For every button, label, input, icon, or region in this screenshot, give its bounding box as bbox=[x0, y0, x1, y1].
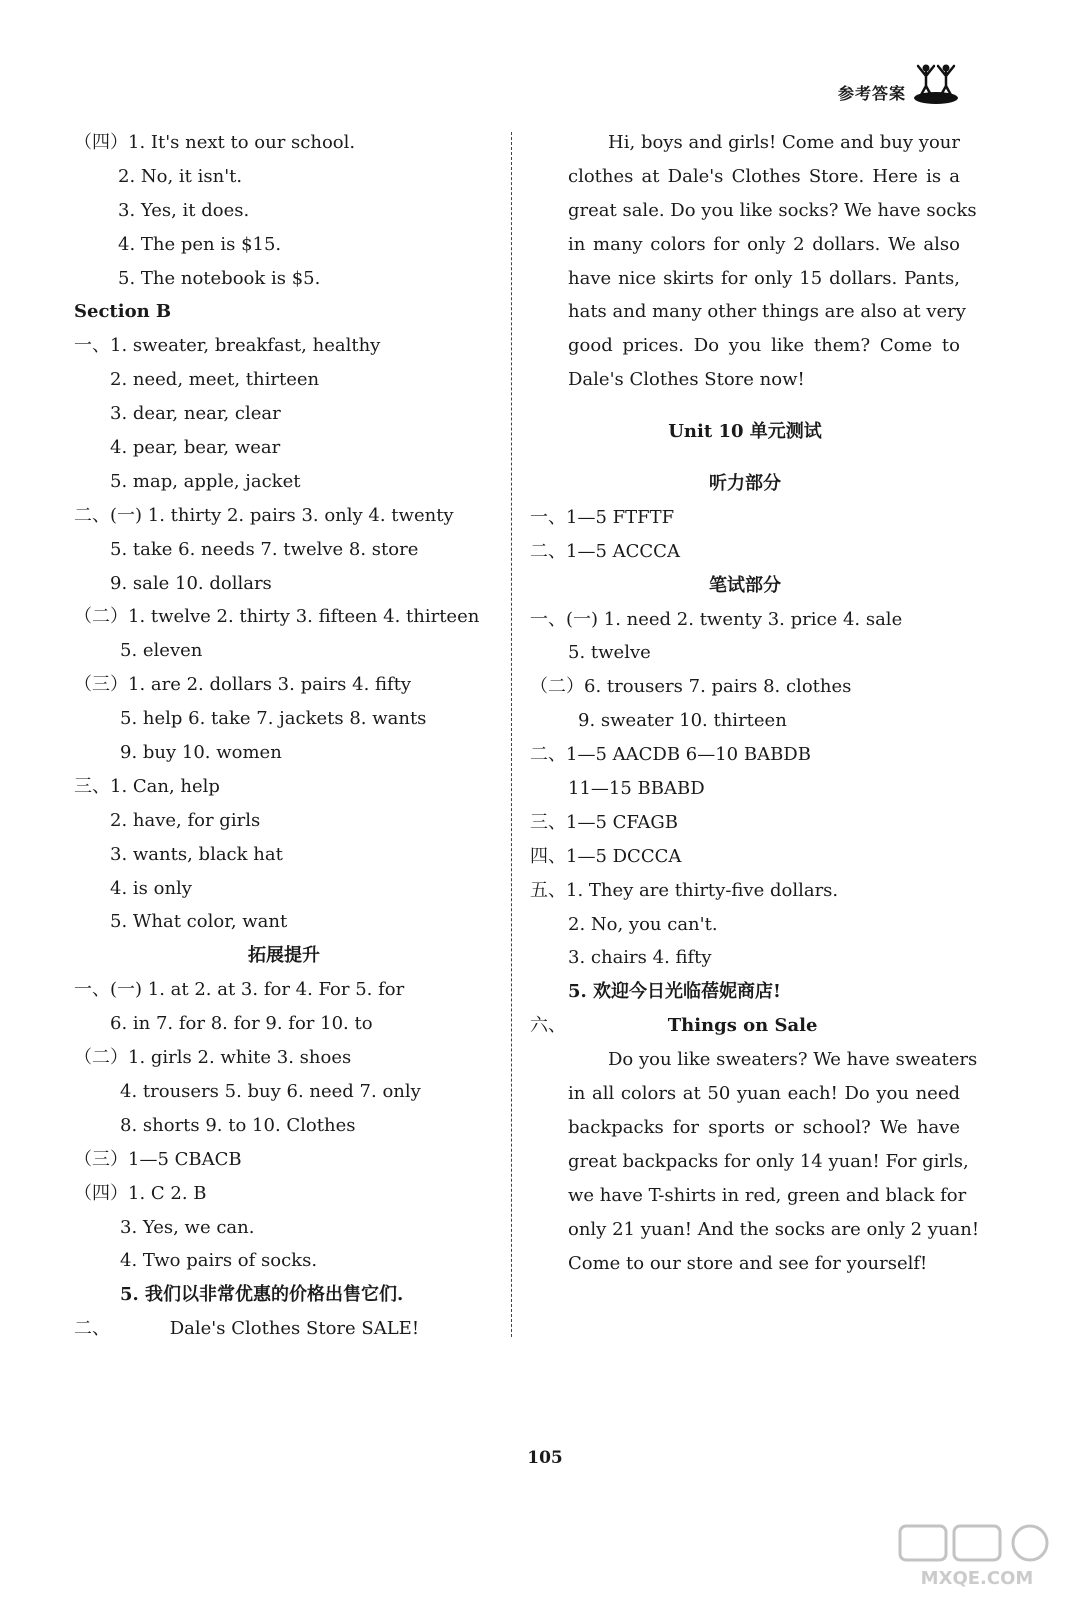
answer-line: 5. eleven bbox=[120, 640, 203, 662]
passage-line: only 21 yuan! And the socks are only 2 yuan! bbox=[568, 1218, 980, 1240]
answer-line: 2. have, for girls bbox=[110, 809, 261, 831]
answer-line: （二）1. girls 2. white 3. shoes bbox=[74, 1047, 352, 1069]
answer-line: 一、1. sweater, breakfast, healthy bbox=[74, 335, 381, 357]
passage-line: Do you like sweaters? We have sweaters bbox=[608, 1049, 978, 1071]
answer-line: （二）1. twelve 2. thirty 3. fifteen 4. thirteen bbox=[74, 606, 480, 628]
column-divider bbox=[511, 132, 512, 1337]
answer-line: 2. No, it isn't. bbox=[118, 165, 243, 187]
page-number: 105 bbox=[527, 1448, 563, 1468]
left-column bbox=[74, 126, 494, 1346]
section-heading: 拓展提升 bbox=[248, 945, 320, 967]
answer-line: 五、1. They are thirty-five dollars. bbox=[530, 879, 839, 901]
answer-line: 5. The notebook is $5. bbox=[118, 267, 321, 289]
answer-line: 11—15 BBABD bbox=[568, 778, 705, 800]
answer-line: 8. shorts 9. to 10. Clothes bbox=[120, 1114, 356, 1136]
answer-line: 5. twelve bbox=[568, 642, 651, 664]
answer-line: （三）1. are 2. dollars 3. pairs 4. fifty bbox=[74, 674, 412, 696]
watermark-logo-icon bbox=[892, 1522, 1062, 1592]
passage-title: Dale's Clothes Store SALE! bbox=[169, 1318, 420, 1340]
answer-line: （四）1. C 2. B bbox=[74, 1182, 207, 1204]
answer-line: 二、1—5 ACCCA bbox=[530, 540, 680, 562]
answer-line: 5. 我们以非常优惠的价格出售它们. bbox=[120, 1284, 404, 1306]
answer-line: （三）1—5 CBACB bbox=[74, 1148, 242, 1170]
answer-line: 3. chairs 4. fifty bbox=[568, 947, 712, 969]
answer-line: 三、1—5 CFAGB bbox=[530, 811, 678, 833]
answer-line bbox=[74, 1312, 494, 1346]
answer-line: 4. pear, bear, wear bbox=[110, 437, 281, 459]
watermark bbox=[892, 1522, 1062, 1592]
answer-line: 3. Yes, it does. bbox=[118, 199, 250, 221]
watermark-text: MXQE.COM bbox=[920, 1568, 1034, 1589]
right-column bbox=[530, 126, 980, 1280]
answer-line: 5. take 6. needs 7. twelve 8. store bbox=[110, 538, 419, 560]
passage-title: Things on Sale bbox=[667, 1015, 818, 1037]
answer-line: 一、(一) 1. at 2. at 3. for 4. For 5. for bbox=[74, 979, 405, 1001]
answer-line: 二、(一) 1. thirty 2. pairs 3. only 4. twenty bbox=[74, 504, 454, 526]
section-heading: Section B bbox=[74, 301, 172, 323]
passage-line: in many colors for only 2 dollars. We also bbox=[568, 233, 960, 255]
answer-line: 9. sweater 10. thirteen bbox=[578, 710, 787, 732]
answer-line: 5. help 6. take 7. jackets 8. wants bbox=[120, 708, 427, 730]
answer-line: 一、1—5 FTFTF bbox=[530, 506, 675, 528]
passage-line: great backpacks for only 14 yuan! For girls, bbox=[568, 1150, 969, 1172]
passage-line: Come to our store and see for yourself! bbox=[568, 1252, 928, 1274]
passage-line: clothes at Dale's Clothes Store. Here is a bbox=[568, 165, 960, 187]
answer-line: 2. No, you can't. bbox=[568, 913, 718, 935]
unit-title: Unit 10 单元测试 bbox=[668, 421, 822, 443]
passage-line: good prices. Do you like them? Come to bbox=[568, 335, 960, 357]
passage-line: Hi, boys and girls! Come and buy your bbox=[608, 132, 960, 153]
passage-line: in all colors at 50 yuan each! Do you need bbox=[568, 1083, 960, 1105]
header-label: 参考答案 bbox=[837, 84, 906, 103]
answer-line: 3. wants, black hat bbox=[110, 843, 283, 865]
passage-line: have nice skirts for only 15 dollars. Pants, bbox=[568, 267, 960, 289]
answer-line: 一、(一) 1. need 2. twenty 3. price 4. sale bbox=[530, 608, 903, 630]
section-heading: 听力部分 bbox=[709, 473, 781, 495]
answer-line: 4. trousers 5. buy 6. need 7. only bbox=[120, 1080, 421, 1102]
answer-line: 5. map, apple, jacket bbox=[110, 470, 301, 492]
answer-line: （二）6. trousers 7. pairs 8. clothes bbox=[530, 676, 852, 698]
answer-line: 二、1—5 AACDB 6—10 BABDB bbox=[530, 744, 811, 766]
header-figures-icon bbox=[912, 62, 960, 104]
item-number: 六、 bbox=[530, 1015, 566, 1037]
answer-line: 3. dear, near, clear bbox=[110, 403, 281, 425]
passage-line: we have T-shirts in red, green and black for bbox=[568, 1184, 967, 1206]
passage-line: great sale. Do you like socks? We have socks bbox=[568, 199, 977, 221]
answer-line bbox=[530, 1009, 960, 1043]
passage-line: hats and many other things are also at very bbox=[568, 301, 966, 323]
passage-line: backpacks for sports or school? We have bbox=[568, 1116, 960, 1138]
answer-line: 4. is only bbox=[110, 877, 192, 899]
answer-line: 9. buy 10. women bbox=[120, 742, 282, 764]
passage-line: Dale's Clothes Store now! bbox=[568, 369, 805, 391]
answer-line: 5. What color, want bbox=[110, 911, 288, 933]
answer-line: 5. 欢迎今日光临蓓妮商店! bbox=[568, 981, 781, 1003]
answer-line: （四）1. It's next to our school. bbox=[74, 132, 356, 153]
answer-line: 6. in 7. for 8. for 9. for 10. to bbox=[110, 1013, 373, 1035]
answer-line: 4. The pen is $15. bbox=[118, 233, 282, 255]
item-number: 二、 bbox=[74, 1318, 110, 1340]
answer-line: 9. sale 10. dollars bbox=[110, 572, 272, 594]
page-header bbox=[838, 62, 960, 104]
answer-line: 2. need, meet, thirteen bbox=[110, 369, 320, 391]
answer-line: 三、1. Can, help bbox=[74, 775, 220, 797]
answer-line: 四、1—5 DCCCA bbox=[530, 845, 682, 867]
answer-line: 4. Two pairs of socks. bbox=[120, 1250, 318, 1272]
answer-line: 3. Yes, we can. bbox=[120, 1216, 255, 1238]
section-heading: 笔试部分 bbox=[709, 574, 781, 596]
